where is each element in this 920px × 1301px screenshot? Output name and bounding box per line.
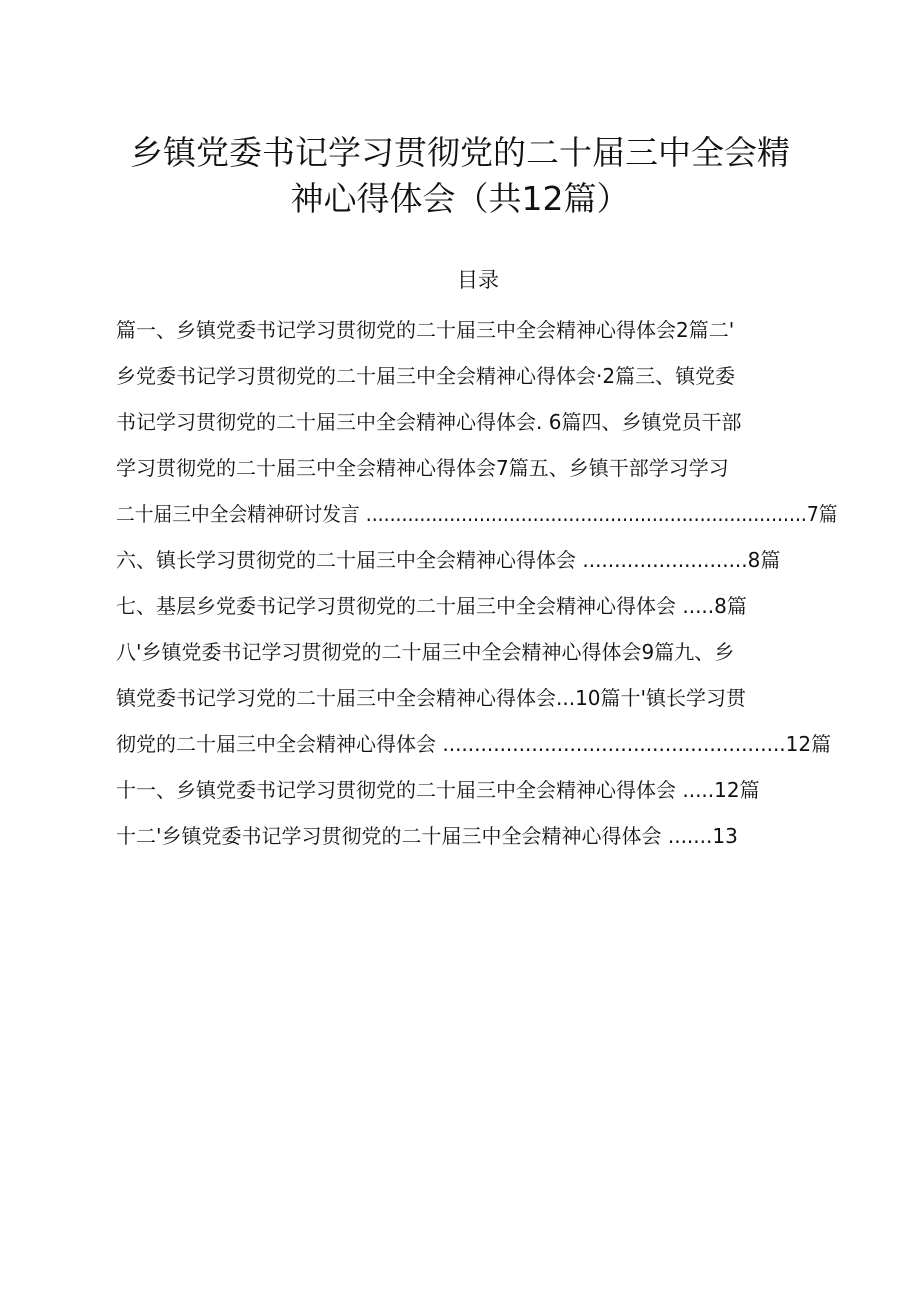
toc-line: 二十届三中全会精神研讨发言 ..........................................................................7篇	[116, 502, 838, 526]
toc-line: 六、镇长学习贯彻党的二十届三中全会精神心得体会 ..........................8篇	[116, 548, 781, 572]
toc-line: 书记学习贯彻党的二十届三中全会精神心得体会. 6篇四、乡镇党员干部	[116, 410, 742, 434]
toc-line: 八'乡镇党委书记学习贯彻党的二十届三中全会精神心得体会9篇九、乡	[116, 640, 735, 664]
toc-line: 乡党委书记学习贯彻党的二十届三中全会精神心得体会·2篇三、镇党委	[116, 364, 736, 388]
toc-line: 篇一、乡镇党委书记学习贯彻党的二十届三中全会精神心得体会2篇二'	[116, 318, 735, 342]
toc-line: 十一、乡镇党委书记学习贯彻党的二十届三中全会精神心得体会 .....12篇	[116, 778, 760, 802]
document-title-line-2: 神心得体会（共12篇）	[290, 179, 630, 218]
toc-line: 彻党的二十届三中全会精神心得体会 ......................................................12篇	[116, 732, 832, 756]
toc-line: 学习贯彻党的二十届三中全会精神心得体会7篇五、乡镇干部学习学习	[116, 456, 729, 480]
toc-line: 十二'乡镇党委书记学习贯彻党的二十届三中全会精神心得体会 .......13	[116, 824, 738, 848]
toc-heading: 目录	[457, 268, 499, 292]
toc-line: 镇党委书记学习党的二十届三中全会精神心得体会...10篇十'镇长学习贯	[116, 686, 747, 710]
toc-line: 七、基层乡党委书记学习贯彻党的二十届三中全会精神心得体会 .....8篇	[116, 594, 747, 618]
document-title-line-1: 乡镇党委书记学习贯彻党的二十届三中全会精	[130, 133, 790, 172]
